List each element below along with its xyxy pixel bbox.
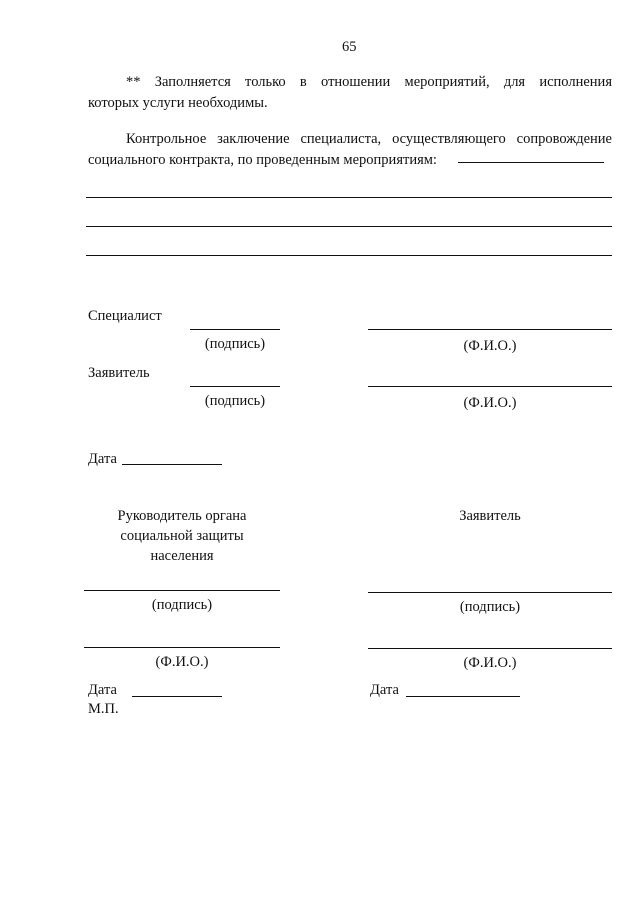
specialist-fio-field[interactable] [368,329,612,330]
applicant-bottom-date-field[interactable] [406,696,520,697]
conclusion-blank-line-3[interactable] [86,255,612,256]
specialist-signature-caption: (подпись) [204,336,266,352]
applicant-bottom-date-label: Дата [370,682,399,698]
date-label: Дата [88,451,117,467]
authority-head-title-line-1: Руководитель органа [117,508,247,524]
specialist-fio-caption: (Ф.И.О.) [463,338,517,354]
applicant-signature-caption: (подпись) [204,393,266,409]
authority-head-fio-caption: (Ф.И.О.) [155,654,209,670]
applicant-signature-field[interactable] [190,386,280,387]
specialist-signature-field[interactable] [190,329,280,330]
authority-head-date-label: Дата [88,682,117,698]
authority-head-signature-field[interactable] [84,590,280,591]
conclusion-blank-line-1[interactable] [86,197,612,198]
applicant-fio-field[interactable] [368,386,612,387]
conclusion-line-2: социального контракта, по проведенным мероприятиям: [88,152,437,168]
applicant-title: Заявитель [459,508,521,524]
conclusion-inline-field[interactable] [458,162,604,163]
conclusion [88,129,612,171]
footnote [88,72,612,114]
applicant-bottom-fio-field[interactable] [368,648,612,649]
applicant-bottom-signature-field[interactable] [368,592,612,593]
conclusion-line-1: Контрольное заключение специалиста, осуществляющего сопровождение [126,131,612,147]
authority-head-date-field[interactable] [132,696,222,697]
authority-head-title-line-2: социальной защиты [120,528,244,544]
authority-head-title-line-3: населения [150,548,214,564]
date-field[interactable] [122,464,222,465]
specialist-label: Специалист [88,308,162,324]
footnote-line-1: ** Заполняется только в отношении мероприятий, для исполнения [126,74,612,90]
conclusion-blank-line-2[interactable] [86,226,612,227]
applicant-bottom-fio-caption: (Ф.И.О.) [463,655,517,671]
authority-head-signature-caption: (подпись) [151,597,213,613]
authority-head-title [84,506,280,566]
authority-head-fio-field[interactable] [84,647,280,648]
applicant-fio-caption: (Ф.И.О.) [463,395,517,411]
footnote-line-2: которых услуги необходимы. [88,95,268,111]
applicant-label: Заявитель [88,365,150,381]
applicant-bottom-signature-caption: (подпись) [459,599,521,615]
stamp-label: М.П. [88,701,119,717]
page-number: 65 [342,39,357,55]
